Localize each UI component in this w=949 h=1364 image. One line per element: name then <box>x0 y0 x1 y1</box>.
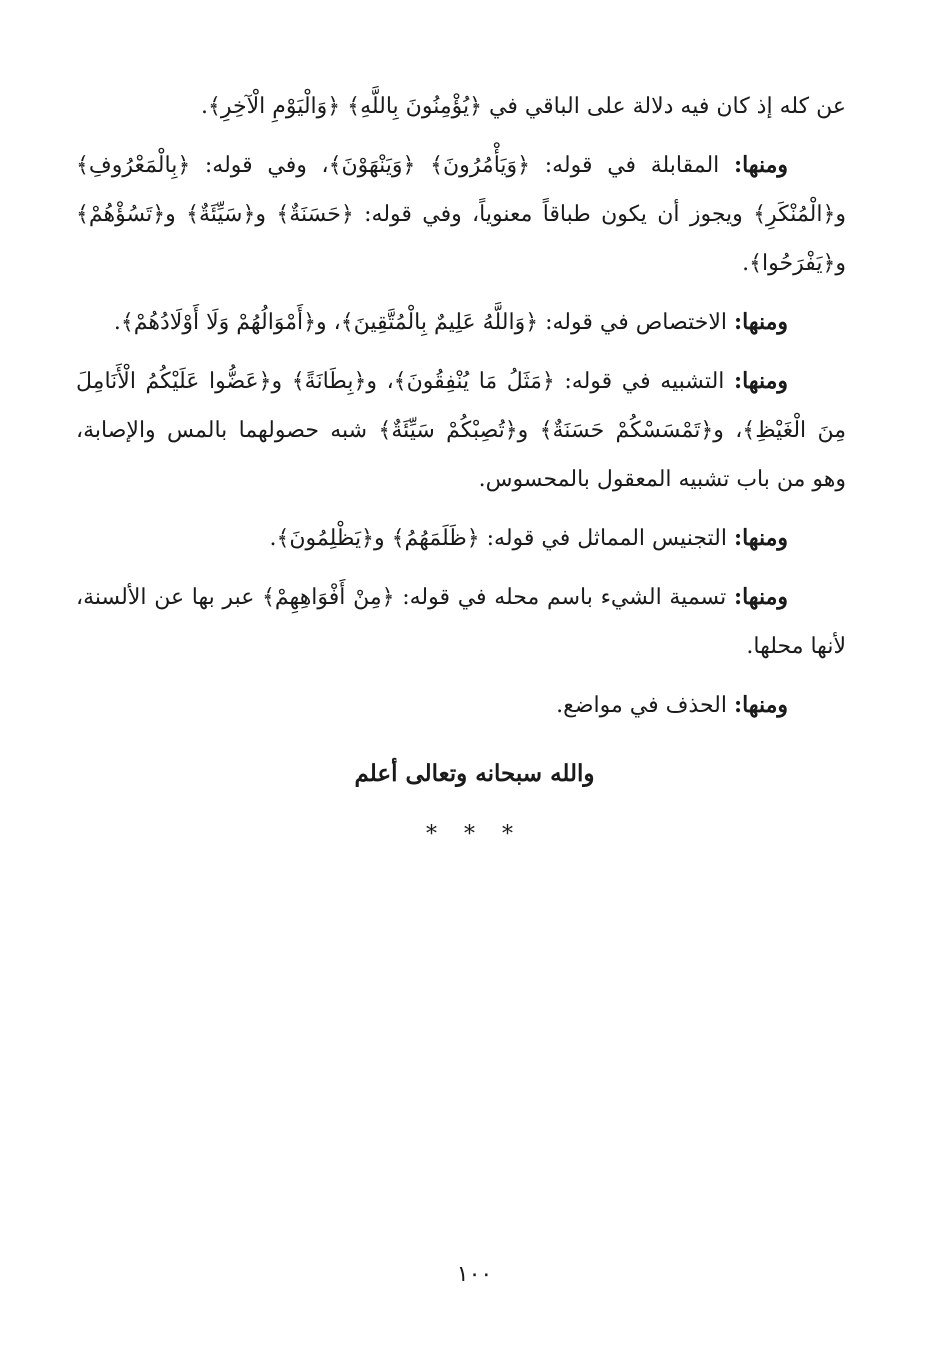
paragraph-lead: ومنها: <box>733 152 788 178</box>
paragraph-5 <box>76 514 846 563</box>
page-number: ١٠٠ <box>456 1262 493 1287</box>
paragraph-text: التشبيه في قوله: ﴿مَثَلُ مَا يُنْفِقُونَ﴾، و﴿بِطَانَةً﴾ و﴿عَضُّوا عَلَيْكُمُ الْأَنَامِلَ مِنَ الْغَيْظِ﴾، و﴿تَمْسَسْكُمْ حَسَنَةٌ﴾ و﴿تُصِبْكُمْ سَيِّئَةٌ﴾ شبه حصولهما بالمس والإصابة، وهو من باب تشبيه المعقول بالمحسوس. <box>76 369 846 492</box>
paragraph-lead: ومنها: <box>733 368 788 394</box>
paragraph-text: تسمية الشيء باسم محله في قوله: ﴿مِنْ أَفْوَاهِهِمْ﴾ عبر بها عن الألسنة، لأنها محلها. <box>76 585 846 659</box>
paragraph-3 <box>76 298 846 347</box>
paragraph-lead: ومنها: <box>733 692 788 718</box>
paragraph-text: المقابلة في قوله: ﴿وَيَأْمُرُونَ﴾ ﴿وَيَنْهَوْنَ﴾، وفي قوله: ﴿بِالْمَعْرُوفِ﴾ و﴿الْمُنْكَرِ﴾ ويجوز أن يكون طباقاً معنوياً، وفي قوله: ﴿حَسَنَةٌ﴾ و﴿سَيِّئَةٌ﴾ و﴿تَسُؤْهُمْ﴾ و﴿يَفْرَحُوا﴾. <box>76 153 846 276</box>
paragraph-text: الاختصاص في قوله: ﴿وَاللَّهُ عَلِيمٌ بِالْمُتَّقِينَ﴾، و﴿أَمْوَالُهُمْ وَلَا أَوْلَادُهُمْ﴾. <box>113 310 734 335</box>
section-separator: * * * <box>426 822 523 847</box>
paragraph-lead: ومنها: <box>733 309 788 335</box>
paragraph-lead: ومنها: <box>733 584 788 610</box>
paragraph-2 <box>76 141 846 288</box>
body-text <box>76 82 846 740</box>
paragraph-lead: ومنها: <box>733 525 788 551</box>
paragraph-4 <box>76 357 846 504</box>
paragraph-text: الحذف في مواضع. <box>556 693 734 718</box>
closing-statement: والله سبحانه وتعالى أعلم <box>354 760 595 787</box>
paragraph-7 <box>76 681 846 730</box>
paragraph-text: عن كله إذ كان فيه دلالة على الباقي في ﴿يُؤْمِنُونَ بِاللَّهِ﴾ ﴿وَالْيَوْمِ الْآخِرِ﴾. <box>200 94 846 119</box>
paragraph-text: التجنيس المماثل في قوله: ﴿ظَلَمَهُمُ﴾ و﴿يَظْلِمُونَ﴾. <box>269 526 734 551</box>
paragraph-1 <box>76 82 846 131</box>
paragraph-6 <box>76 573 846 671</box>
